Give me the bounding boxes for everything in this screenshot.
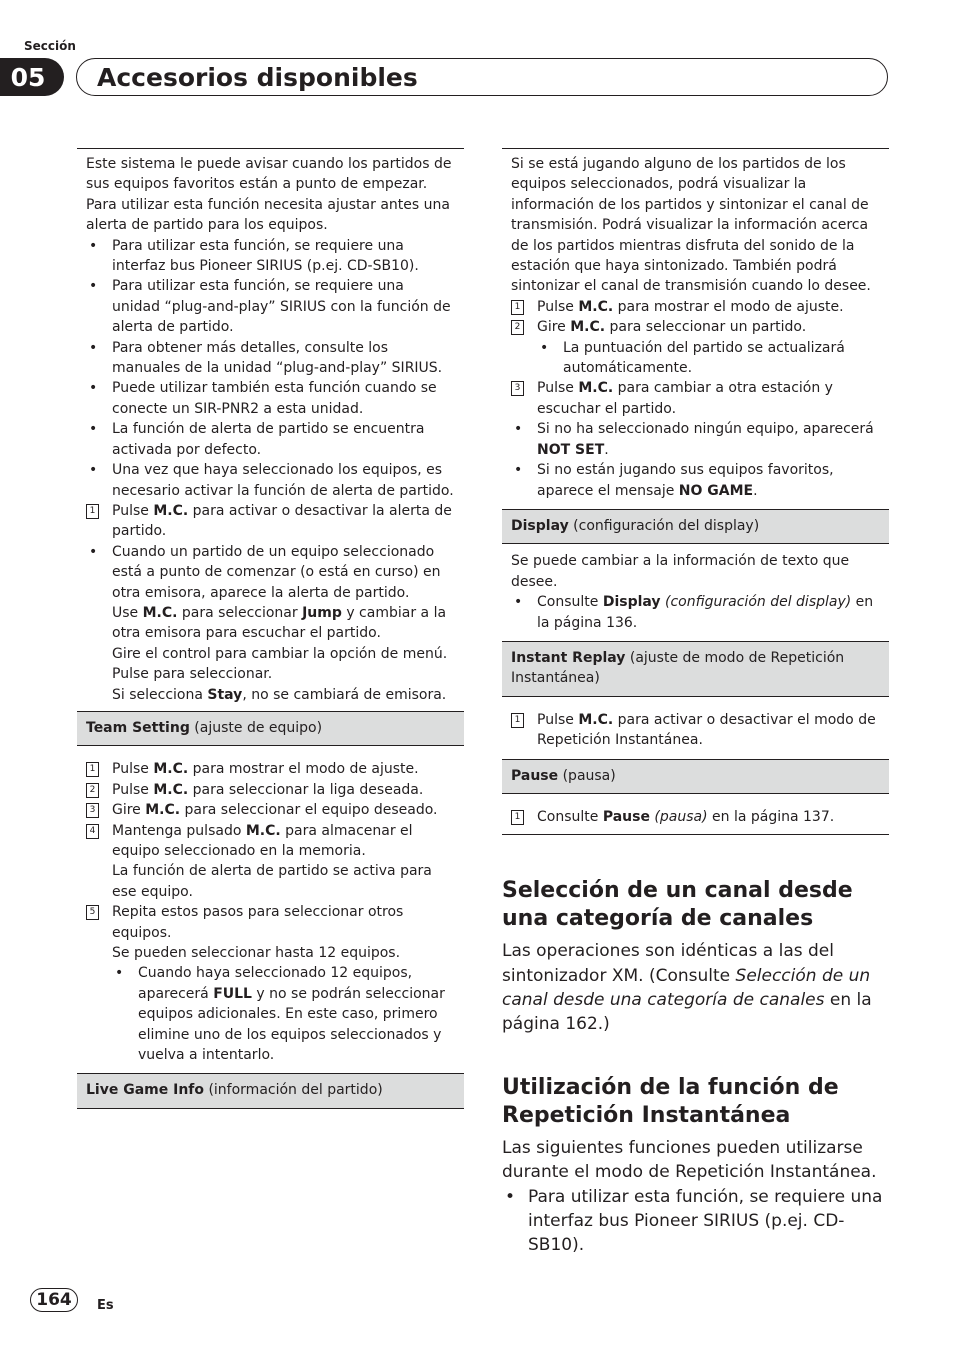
pause-section [502,794,889,834]
step-item [511,378,880,419]
intro-paragraph: Si se está jugando alguno de los partidos de los equipos seleccionados, podrá visualizar la información de los partidos y sintonizar el canal de transmisión. Podrá visualizar la información acerca de los partidos mientras disfruta del sonido de la estación que haya sintonizado. También podrá sintonizar el canal de transmisión cuando lo desee. [511,156,871,295]
step-key: M.C. [245,822,281,839]
note-text: Si no están jugando sus equipos favoritos, aparece el mensaje [537,462,834,499]
step-number: 2 [511,320,524,335]
live-game-info-section [502,149,889,507]
note-text: Se pueden seleccionar hasta 12 equipos. [112,945,401,962]
team-setting-section [77,746,464,1071]
channel-category-section [502,877,889,1036]
step-text: para mostrar el modo de ajuste. [188,761,419,778]
list-item: • Para utilizar esta función, se requiere una interfaz bus Pioneer SIRIUS (p.ej. CD-SB10). [86,236,455,277]
step-item [86,821,455,862]
step-text: Gire [112,802,146,819]
note-key: FULL [213,985,252,1002]
intro-paragraph: Este sistema le puede avisar cuando los partidos de sus equipos favoritos están a punto de empezar. Para utilizar esta función necesita ajustar antes una alerta de partido para los equipos. [86,156,452,234]
step-text: para activar o desactivar el modo de Repetición Instantánea. [537,711,876,749]
note-text: y cambiar a la otra emisora para escuchar el partido. [112,604,447,642]
cross-reference: (pausa) [649,808,708,825]
step-number: 4 [86,824,99,839]
step-number: 5 [86,905,99,920]
step-text: Gire [537,319,571,336]
note-key: Stay [207,686,243,703]
step-text: para seleccionar un partido. [605,319,807,336]
step-number: 1 [511,713,524,728]
note-text: Consulte [537,594,603,611]
step-text: para mostrar el modo de ajuste. [613,298,844,315]
body-text: Se puede cambiar a la información de texto que desee. [511,553,850,590]
step-number: 1 [86,504,99,519]
step-text: Pulse [537,380,579,397]
list-item: • Cuando un partido de un equipo seleccionado está a punto de comenzar (o está en curso) en otra emisora, aparece la alerta de partido. [86,542,455,603]
list-item: • Para utilizar esta función, se requiere una unidad “plug-and-play” SIRIUS con la función de alerta de partido. [86,276,455,337]
list-item: • La puntuación del partido se actualizará automáticamente. [511,338,880,379]
instant-replay-bar [502,641,889,697]
chapter-title [76,58,888,96]
note-text: y no se podrán seleccionar equipos adicionales. En este caso, primero elimine uno de los equipos seleccionados y vuelva a intentarlo. [138,985,445,1064]
note-text: Si selecciona [112,686,208,703]
note-text [86,685,455,705]
step-text: en la página 137. [707,808,835,825]
step-number: 2 [86,783,99,798]
step-key: M.C. [153,781,189,798]
step-key: M.C. [578,298,614,315]
list-item: • Para utilizar esta función, se requiere una interfaz bus Pioneer SIRIUS (p.ej. CD-SB10). [502,1185,889,1258]
cross-reference: Selección de un canal desde una categoría de canales [502,965,871,1010]
note-key: M.C. [142,604,178,621]
note-text: para seleccionar [177,604,303,621]
bar-title: Display [511,517,569,534]
instant-replay-usage-section [502,1074,889,1257]
live-game-info-bar [77,1073,464,1108]
display-section [502,544,889,639]
note-key: Jump [302,604,342,621]
note-text: en la página 136. [537,594,874,631]
step-item [86,902,455,943]
list-item [511,592,880,633]
note-text: , no se cambiará de emisora. [242,686,447,703]
page-number: 164 [30,1288,78,1312]
bar-subtitle: (ajuste de equipo) [189,719,323,736]
step-text: Mantenga pulsado [112,822,246,839]
cross-reference: (configuración del display) [660,594,852,611]
note-key: NOT SET [537,441,605,458]
list-item: • La función de alerta de partido se encuentra activada por defecto. [86,419,455,460]
list-item [86,963,455,1065]
bar-subtitle: (pausa) [558,767,616,784]
section-number-badge: 05 [0,58,64,96]
note-text: . [604,441,609,458]
step-number: 3 [86,803,99,818]
section-heading: Utilización de la función de Repetición Instantánea [502,1075,839,1129]
body-text-part: en la página 162.) [502,989,872,1034]
step-number: 1 [511,810,524,825]
game-alert-section [77,149,464,711]
note-key: NO GAME [678,482,754,499]
note-text: . [753,482,758,499]
step-item [511,317,880,337]
list-item: • Una vez que haya seleccionado los equipos, es necesario activar la función de alerta de partido. [86,460,455,501]
step-number: 1 [511,300,524,315]
step-item [511,807,880,827]
bar-title: Pause [511,767,559,784]
step-key: M.C. [578,711,614,728]
step-key: Pause [602,808,650,825]
step-key: M.C. [153,761,189,778]
note-text: Si no ha seleccionado ningún equipo, aparecerá [537,421,874,438]
step-text: Pulse [537,298,579,315]
step-text: Consulte [537,808,603,825]
bar-title: Instant Replay [511,649,626,666]
pause-bar [502,759,889,794]
display-bar [502,509,889,544]
section-label: Sección [24,39,76,53]
bar-title: Live Game Info [86,1082,204,1099]
step-text: Pulse [112,761,154,778]
step-item [86,501,455,542]
list-item [511,460,880,501]
step-key: M.C. [578,380,614,397]
note-text [86,603,455,644]
step-item [86,759,455,779]
note-text: Cuando haya seleccionado 12 equipos, aparecerá [138,965,413,1002]
note-key: Display [602,594,661,611]
step-text: Pulse [112,781,154,798]
list-item: • Para obtener más detalles, consulte los manuales de la unidad “plug-and-play” SIRIUS. [86,338,455,379]
step-item [86,800,455,820]
step-key: M.C. [570,319,606,336]
list-item: • Puede utilizar también esta función cuando se conecte un SIR-PNR2 a esta unidad. [86,378,455,419]
body-text: Las siguientes funciones pueden utilizarse durante el modo de Repetición Instantánea. [502,1138,877,1183]
bar-subtitle: (información del partido) [204,1082,383,1099]
language-code: Es [97,1298,114,1313]
body-text [502,939,889,1036]
step-key: M.C. [145,802,181,819]
note-text: Gire el control para cambiar la opción de menú. Pulse para seleccionar. [112,645,448,683]
note-text: Use [112,604,143,621]
bar-subtitle: (configuración del display) [568,517,760,534]
bar-title: Team Setting [86,719,190,736]
section-heading: Selección de un canal desde una categoría de canales [502,878,853,932]
left-column [77,148,464,1109]
right-column [502,148,889,1257]
step-text: para almacenar el equipo seleccionado en la memoria. [112,822,413,859]
list-item [511,419,880,460]
step-text: para seleccionar la liga deseada. [188,781,424,798]
instant-replay-section [502,697,889,757]
body-text-part: Las operaciones son idénticas a las del sintonizador XM. (Consulte [502,941,834,986]
step-text: Repita estos pasos para seleccionar otros equipos. [112,904,404,941]
step-text: Pulse [537,711,579,728]
chapter-title-text: Accesorios disponibles [97,62,418,92]
step-number: 1 [86,762,99,777]
step-item [511,710,880,751]
step-text: Pulse [112,502,154,519]
step-number: 3 [511,381,524,396]
step-text: para seleccionar el equipo deseado. [180,802,438,819]
step-key: M.C. [153,502,189,519]
bar-subtitle: (ajuste de modo de Repetición Instantánea) [511,649,845,687]
step-item [86,780,455,800]
step-text: para activar o desactivar la alerta de partido. [112,502,452,540]
team-setting-bar [77,711,464,746]
note-text: La función de alerta de partido se activa para ese equipo. [112,863,432,900]
step-text: para cambiar a otra estación y escuchar el partido. [537,380,833,417]
step-item [511,297,880,317]
